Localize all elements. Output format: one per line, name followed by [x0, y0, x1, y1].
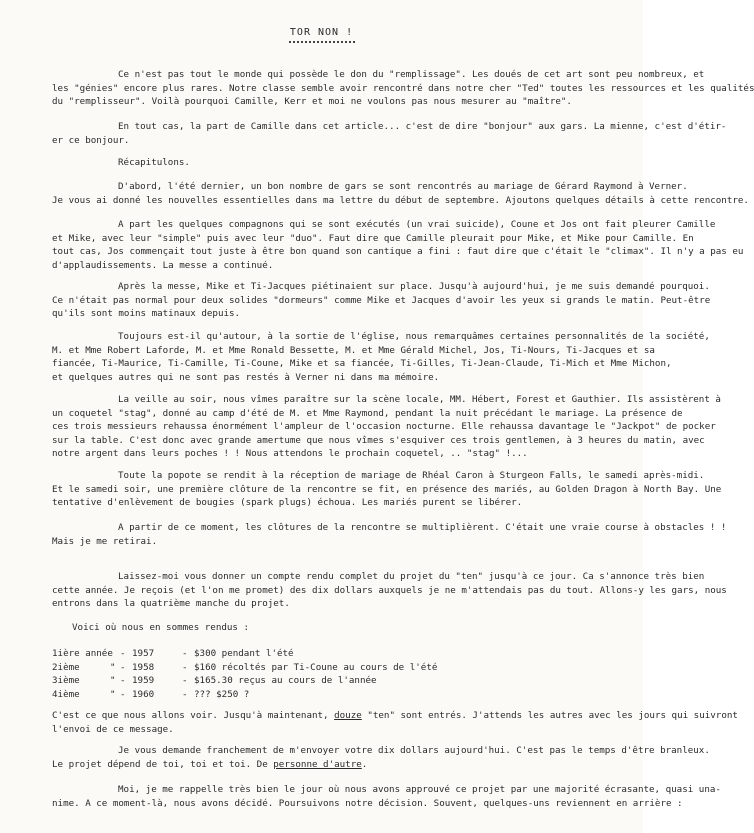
text-line — [52, 758, 622, 772]
text-line: notre argent dans leurs poches ! ! Nous attendons le prochain coquetel, .. "stag" !... — [52, 448, 528, 460]
underlined-word: douze — [334, 710, 362, 721]
text-line: En tout cas, la part de Camille dans cet article... c'est de dire "bonjour" aux gars. La mienne, c'est d'étir- — [118, 121, 727, 132]
totals-label: 2ième — [52, 661, 80, 673]
text-line: M. et Mme Robert Laforde, M. et Mme Ronald Bessette, M. et Mme Gérald Michel, Jos, Ti-Nours, Ti-Jacques et sa — [52, 344, 655, 356]
text-line: Mais je me retirai. — [52, 535, 158, 547]
text-line: un coquetel "stag", donné au camp d'été de M. et Mme Raymond, pendant la nuit précédant le mariage. La présence de — [52, 407, 683, 419]
totals-amount: ??? $250 ? — [194, 688, 250, 700]
text-line: Après la messe, Mike et Ti-Jacques piétinaient sur place. Jusqu'à aujourd'hui, je me suis demandé pourquoi. — [118, 281, 710, 292]
text-line: et quelques autres qui ne sont pas restés à Verner ni dans ma mémoire. — [52, 371, 440, 383]
text-fragment: . — [361, 758, 368, 770]
totals-year: 1957 — [132, 648, 155, 659]
totals-amount: $160 récoltés par Ti-Coune au cours de l'été — [194, 661, 438, 673]
paragraph-after-mass — [52, 280, 711, 321]
text-fragment: "ten" sont entrés. J'attends les autres avec les jours qui suivront — [361, 710, 738, 721]
paragraph-recap — [52, 156, 622, 170]
text-line: Laissez-moi vous donner un compte rendu complet du projet du "ten" jusqu'à ce jour. Ca s'annonce très bien — [118, 571, 705, 582]
totals-label: 1ière année — [52, 648, 113, 659]
text-fragment: Le projet dépend de toi, toi et toi. De — [52, 758, 274, 770]
paragraph-bonjour — [52, 120, 727, 147]
text-line: Récapitulons. — [118, 157, 190, 168]
paragraph-request — [52, 744, 710, 771]
underlined-phrase: personne d'autre — [273, 758, 362, 770]
totals-year: 1958 — [132, 661, 155, 673]
text-line: entrons dans la quatrième manche du projet. — [52, 598, 290, 610]
text-line: fiancée, Ti-Maurice, Ti-Camille, Ti-Coune, Mike et sa fiancée, Ti-Gilles, Ti-Jean-Claude, Ti-Mich et Mme Michon, — [52, 358, 672, 370]
paragraph-closing — [52, 783, 721, 810]
text-line: qu'ils sont moins matinaux depuis. — [52, 308, 241, 320]
text-line: sur la table. C'est donc avec grande amertume que nous vîmes s'esquiver ces trois gentlemen, à 3 heures du matin, avec — [52, 434, 705, 446]
paragraph-closures — [52, 521, 727, 548]
text-line: A part les quelques compagnons qui se sont exécutés (un vrai suicide), Coune et Jos ont fait pleurer Camille — [118, 219, 716, 230]
totals-label: 4ième — [52, 688, 80, 700]
text-line: cette année. Je reçois (et l'on me promet) des dix dollars auxquels je ne m'attendais pas du tout. Allons-y les gars, nous — [52, 584, 727, 596]
paragraph-intro — [52, 68, 754, 109]
paragraph-ten-project — [52, 570, 727, 611]
totals-year: 1960 — [132, 688, 155, 700]
text-line: nime. A ce moment-là, nous avons décidé. Poursuivons notre décision. Souvent, quelques-uns reviennent en arrière : — [52, 797, 683, 809]
text-line: les "génies" encore plus rares. Notre classe semble avoir rencontré dans notre cher "Ted" toutes les ressources et les qualités — [52, 82, 754, 94]
totals-label: 3ième — [52, 675, 80, 687]
text-line — [52, 709, 738, 723]
paragraph-singers — [52, 218, 744, 272]
paragraph-stag-party — [52, 393, 721, 461]
text-line: Je vous ai donné les nouvelles essentielles dans ma lettre du début de septembre. Ajoutons quelques détails à cette rencontre. — [52, 194, 749, 206]
text-line: La veille au soir, nous vîmes paraître sur la scène locale, MM. Hébert, Forest et Gauthier. Ils assistèrent à — [118, 394, 721, 405]
text-line: Et le samedi soir, une première clôture de la rencontre se fit, en présence des mariés, au Golden Dragon à North Bay. Une — [52, 483, 722, 495]
paragraph-personalities — [52, 330, 710, 384]
text-line: D'abord, l'été dernier, un bon nombre de gars se sont rencontrés au mariage de Gérard Raymond à Verner. — [118, 181, 688, 192]
text-line: Voici où nous en sommes rendus : — [72, 622, 250, 633]
paragraph-wedding — [52, 180, 749, 207]
page-title: TOR NON ! — [289, 27, 354, 38]
text-line: d'applaudissements. La messe a continué. — [52, 259, 274, 271]
text-line: tentative d'enlèvement de bougies (spark plugs) échoua. Les mariés purent se libérer. — [52, 497, 523, 509]
text-line: ces trois messieurs rehaussa énormément l'ampleur de l'occasion nocturne. Elle rehaussa davantage le "Jackpot" de pocker — [52, 421, 716, 433]
text-line: er ce bonjour. — [52, 134, 130, 146]
totals-year: 1959 — [132, 675, 155, 687]
totals-sep: " — [110, 661, 116, 673]
title-underline — [289, 41, 355, 43]
totals-sep: " — [110, 688, 116, 700]
text-line: et Mike, avec leur "simple" puis avec leur "duo". Faut dire que Camille pleurait pour Mike, et Mike pour Camille. En — [52, 232, 694, 244]
totals-amount: $300 pendant l'été — [194, 648, 294, 659]
totals-sep: " — [110, 675, 116, 687]
text-line: Je vous demande franchement de m'envoyer votre dix dollars aujourd'hui. C'est pas le temps d'être branleux. — [118, 745, 710, 756]
totals-row: 3ième " - 1959 - $165.30 reçus au cours de l'année — [52, 675, 377, 687]
text-fragment: C'est ce que nous allons voir. Jusqu'à maintenant, — [52, 710, 335, 721]
totals-list — [52, 647, 452, 701]
paragraph-reception — [52, 469, 722, 510]
text-line: l'envoi de ce message. — [52, 723, 174, 735]
text-line: Toujours est-il qu'autour, à la sortie de l'église, nous remarquâmes certaines personnalités de la société, — [118, 331, 710, 342]
text-line: du "remplisseur". Voilà pourquoi Camille, Kerr et moi ne voulons pas nous mesurer au "maître". — [52, 96, 572, 108]
totals-row: 4ième " - 1960 - ??? $250 ? — [52, 688, 250, 700]
totals-intro — [52, 621, 622, 635]
text-line: tout cas, Jos commençait tout juste à être bon quand son cantique a fini : faut dire que c'était le "climax". Il n'y a pas eu — [52, 246, 744, 258]
text-line: Ce n'est pas tout le monde qui possède le don du "remplissage". Les doués de cet art sont peu nombreux, et — [118, 69, 705, 80]
text-line: Moi, je me rappelle très bien le jour où nous avons approuvé ce projet par une majorité écrasante, quasi una- — [118, 784, 721, 795]
text-line: Ce n'était pas normal pour deux solides "dormeurs" comme Mike et Jacques d'avoir les yeux si grands le matin. Peut-être — [52, 294, 711, 306]
totals-sep — [110, 647, 120, 661]
text-line: Toute la popote se rendit à la réception de mariage de Rhéal Caron à Sturgeon Falls, le samedi après-midi. — [118, 470, 705, 481]
totals-amount: $165.30 reçus au cours de l'année — [194, 675, 377, 687]
text-line: A partir de ce moment, les clôtures de la rencontre se multiplièrent. C'était une vraie course à obstacles ! ! — [118, 522, 727, 533]
paragraph-count — [52, 709, 738, 736]
totals-row: 1ière année - 1957 - $300 pendant l'été — [52, 648, 294, 659]
totals-row: 2ième " - 1958 - $160 récoltés par Ti-Coune au cours de l'été — [52, 661, 438, 673]
